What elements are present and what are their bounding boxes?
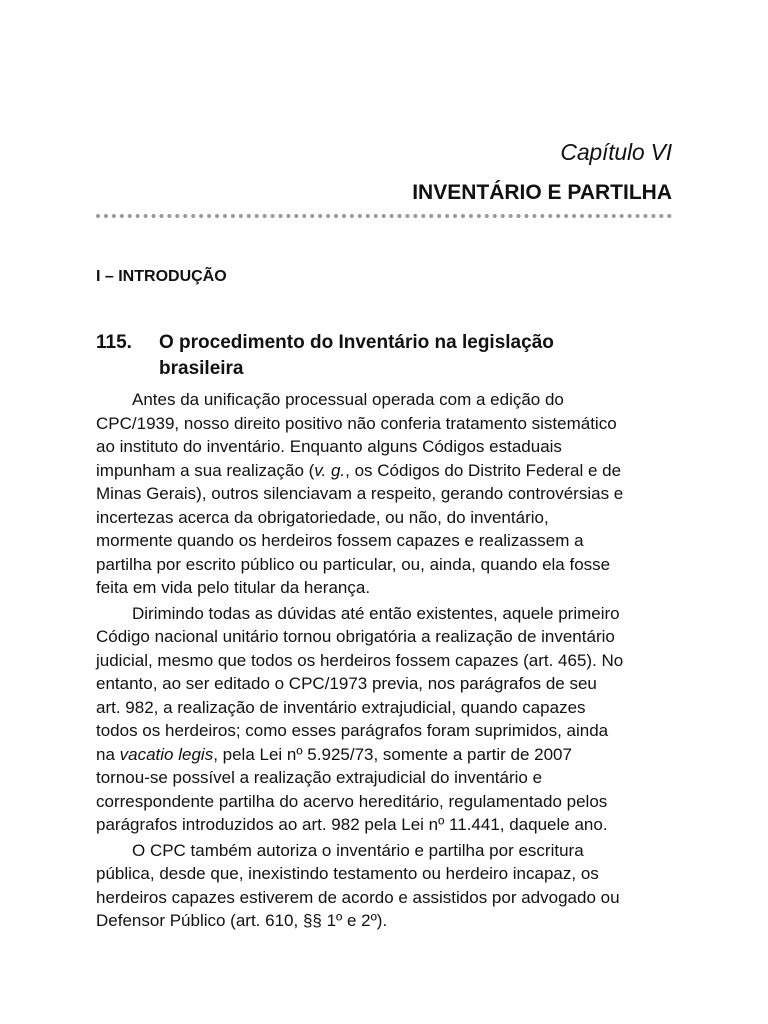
paragraph-line: herdeiros capazes estiverem de acordo e assistidos por advogado ou (96, 887, 620, 907)
body-text (96, 388, 676, 935)
chapter-title: INVENTÁRIO E PARTILHA (412, 181, 672, 204)
subsection-title-line-2: brasileira (159, 358, 244, 379)
paragraph-line: todos os herdeiros; como esses parágrafos foram suprimidos, ainda (96, 721, 609, 740)
paragraph-line: correspondente partilha do acervo hereditário, regulamentado pelos (96, 791, 608, 811)
paragraph-line: partilha por escrito público ou particular, ou, ainda, quando ela fosse (96, 554, 611, 574)
paragraph-line: parágrafos introduzidos ao art. 982 pela Lei nº 11.441, daquele ano. (96, 815, 608, 834)
paragraph-line: Defensor Público (art. 610, §§ 1º e 2º). (96, 911, 388, 930)
paragraph-line: Código nacional unitário tornou obrigatória a realização de inventário (96, 627, 615, 646)
paragraph-line: mormente quando os herdeiros fossem capazes e realizassem a (96, 531, 584, 550)
text-run: , os Códigos do Distrito Federal e de (345, 460, 622, 480)
paragraph-1 (96, 388, 676, 600)
text-run: impunham a sua realização ( (96, 460, 315, 480)
paragraph-line: judicial, mesmo que todos os herdeiros fossem capazes (art. 465). No (96, 650, 624, 670)
subsection-heading (96, 330, 656, 382)
dotted-divider (96, 214, 672, 218)
paragraph-line (96, 459, 676, 483)
text-run: , pela Lei nº 5.925/73, somente a partir de 2007 (213, 744, 572, 764)
paragraph-line: incertezas acerca da obrigatoriedade, ou não, do inventário, (96, 507, 549, 527)
paragraph-line: O CPC também autoriza o inventário e partilha por escritura (132, 840, 584, 860)
paragraph-line: ao instituto do inventário. Enquanto alguns Códigos estaduais (96, 437, 562, 456)
italic-text: vacatio legis (119, 744, 214, 764)
paragraph-3 (96, 839, 676, 933)
text-run: na (96, 744, 120, 764)
section-heading: I – INTRODUÇÃO (96, 268, 227, 285)
chapter-label: Capítulo VI (560, 139, 672, 165)
paragraph-line: Antes da unificação processual operada com a edição do (132, 390, 564, 409)
paragraph-line: art. 982, a realização de inventário extrajudicial, quando capazes (96, 697, 586, 717)
paragraph-line: entanto, ao ser editado o CPC/1973 previa, nos parágrafos de seu (96, 674, 597, 693)
italic-text: v. g. (314, 460, 346, 480)
paragraph-line: pública, desde que, inexistindo testamento ou herdeiro incapaz, os (96, 864, 599, 883)
paragraph-line: feita em vida pelo titular da herança. (96, 578, 371, 597)
paragraph-line: CPC/1939, nosso direito positivo não conferia tratamento sistemático (96, 413, 617, 433)
paragraph-line: Minas Gerais), outros silenciavam a respeito, gerando controvérsias e (96, 484, 624, 503)
paragraph-line: tornou-se possível a realização extrajudicial do inventário e (96, 768, 543, 787)
paragraph-line (96, 743, 676, 767)
subsection-number: 115. (96, 332, 132, 353)
subsection-title-line-1: O procedimento do Inventário na legislação (159, 332, 554, 353)
paragraph-2 (96, 602, 676, 837)
paragraph-line: Dirimindo todas as dúvidas até então existentes, aquele primeiro (132, 603, 620, 623)
